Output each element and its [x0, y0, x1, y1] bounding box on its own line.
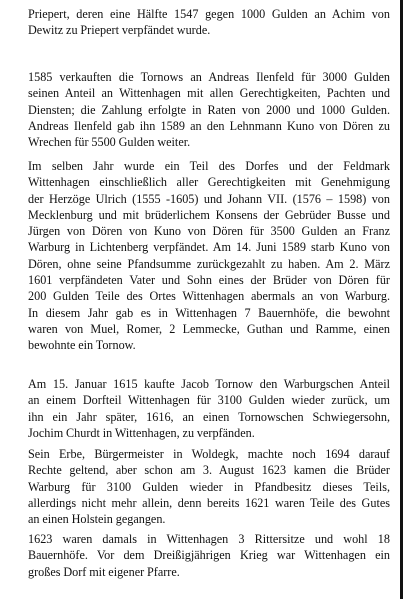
text-line: Wittenhagen einschließlich aller Gerechtigkeiten mit Genehmigung [28, 175, 390, 190]
text-line: Im selben Jahr wurde ein Teil des Dorfes und der Feldmark [28, 159, 390, 173]
text-line: 1601 verpfändeten Vater und Sohn eines der Brüder von Dören für [28, 273, 390, 288]
text-line: Rechte geltend, aber schon am 3. August 1623 kamen die Brüder [28, 463, 390, 478]
paragraph-1585 [28, 69, 390, 150]
text-line: 1623 waren damals in Wittenhagen 3 Rittersitze und wohl 18 [28, 532, 390, 546]
text-line: waren von Muel, Romer, 2 Lemmecke, Guthan und Ramme, einen [28, 321, 390, 336]
text-line: In diesem Jahr gab es in Wittenhagen 7 Bauernhöfe, die bewohnt [28, 305, 390, 320]
text-line: Wrechen für 5500 Gulden weiter. [28, 135, 191, 150]
text-line: an einem Dorfteil Wittenhagen für 3100 Gulden wieder zurück, um [28, 393, 390, 408]
paragraph-1623 [28, 531, 390, 580]
text-line: der Herzöge Ulrich (1555 -1605) und Johann VII. (1576 – 1598) von [28, 191, 390, 206]
text-line: Priepert, deren eine Hälfte 1547 gegen 1000 Gulden an Achim von [28, 7, 390, 21]
text-line: Bauernhöfe. Vor dem Dreißigjährigen Krieg war Wittenhagen ein [28, 548, 390, 563]
text-line: Am 15. Januar 1615 kaufte Jacob Tornow den Warburgschen Anteil [28, 377, 390, 391]
text-line: Warburg für 3100 Gulden wieder in Pfandbesitz dieses Teils, [28, 479, 390, 494]
paragraph-1615 [28, 376, 390, 441]
text-line: an einen Holstein gegangen. [28, 512, 166, 527]
text-line: Dören, ohne seine Pfandsumme zurückgezahlt zu haben. Am 2. März [28, 256, 390, 271]
text-line: bewohnte ein Tornow. [28, 338, 136, 353]
paragraph-priepert [28, 6, 390, 39]
text-line: Jochim Churdt in Wittenhagen, zu verpfänden. [28, 425, 255, 440]
text-line: ihn ein Jahr später, 1616, an einen Tornowschen Schwiegersohn, [28, 409, 390, 424]
text-line: 200 Gulden Teile des Ortes Wittenhagen abermals an von Warburg. [28, 289, 390, 304]
text-line: Sein Erbe, Bürgermeister in Woldegk, machte noch 1694 darauf [28, 447, 390, 461]
text-line: großes Dorf mit eigener Pfarre. [28, 564, 180, 579]
text-line: 1585 verkauften die Tornows an Andreas Ilenfeld für 3000 Gulden [28, 70, 390, 84]
text-line: allerdings nicht mehr allein, denn bereits 1621 waren Teile des Gutes [28, 495, 390, 510]
text-line: Mecklenburg und mit brüderlichem Konsens der Gebrüder Busse und [28, 207, 390, 222]
paragraph-selben-jahr [28, 158, 390, 354]
text-line: seinen Anteil an Wittenhagen mit allen Gerechtigkeiten, Pachten und [28, 86, 390, 101]
text-line: Diensten; die Zahlung erfolgte in Raten von 2000 und 1000 Gulden. [28, 102, 390, 117]
text-line: Dewitz zu Priepert verpfändet wurde. [28, 23, 211, 38]
text-line: Jürgen von Dören von Kuno von Dören für 3500 Gulden an Franz [28, 224, 390, 239]
text-line: Andreas Ilenfeld gab ihn 1589 an den Lehnmann Kuno von Dören zu [28, 118, 390, 133]
paragraph-sein-erbe [28, 446, 390, 527]
text-line: Warburg in Lichtenberg verpfändet. Am 14. Juni 1589 starb Kuno von [28, 240, 390, 255]
